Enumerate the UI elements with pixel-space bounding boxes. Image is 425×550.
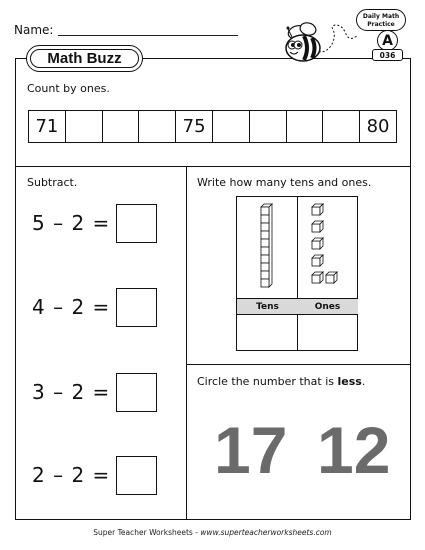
footer <box>0 528 425 537</box>
problem-text: 2 – 2 = <box>32 463 111 487</box>
count-cell[interactable] <box>103 111 140 142</box>
less-instruction-suffix: . <box>361 375 366 388</box>
divider-horizontal-right <box>186 364 411 365</box>
badge-level: A <box>377 30 398 51</box>
badge-line-2: Practice <box>367 21 395 28</box>
count-cell[interactable] <box>287 111 324 142</box>
problem-text: 5 – 2 = <box>32 211 111 235</box>
problem-text: 3 – 2 = <box>32 380 111 404</box>
answer-box[interactable] <box>116 456 157 495</box>
subtract-problem <box>32 372 157 412</box>
tens-ones-table <box>236 196 358 351</box>
less-instruction-bold: less <box>337 375 362 388</box>
answer-box[interactable] <box>116 288 157 327</box>
answer-box[interactable] <box>116 204 157 243</box>
tens-ones-instruction: Write how many tens and ones. <box>197 176 372 189</box>
badge-line-1: Daily Math <box>362 13 400 20</box>
count-row <box>28 110 397 143</box>
count-cell[interactable] <box>66 111 103 142</box>
problem-text: 4 – 2 = <box>32 295 111 319</box>
tens-rod-icon <box>261 204 272 287</box>
ones-label: Ones <box>297 298 358 315</box>
badge-number: 036 <box>372 49 403 61</box>
ones-answer-cell[interactable] <box>298 315 358 350</box>
title-pill <box>26 45 143 72</box>
divider-horizontal <box>15 166 411 167</box>
tens-answer-cell[interactable] <box>237 315 297 350</box>
subtract-instruction: Subtract. <box>27 176 78 189</box>
footer-url[interactable]: www.superteacherworksheets.com <box>200 528 332 537</box>
count-cell[interactable] <box>250 111 287 142</box>
subtract-problem <box>32 455 157 495</box>
answer-box[interactable] <box>116 373 157 412</box>
tens-label: Tens <box>237 298 298 315</box>
count-cell[interactable] <box>323 111 360 142</box>
compare-number[interactable]: 12 <box>317 413 391 487</box>
name-input-line[interactable] <box>58 35 238 36</box>
base-ten-blocks <box>237 197 359 298</box>
divider-vertical <box>186 166 187 520</box>
count-cell[interactable]: 75 <box>176 111 213 142</box>
less-instruction-prefix: Circle the number that is <box>197 375 338 388</box>
count-cell[interactable]: 71 <box>29 111 66 142</box>
page-title: Math Buzz <box>30 49 139 68</box>
count-instruction: Count by ones. <box>27 82 110 95</box>
count-cell[interactable] <box>213 111 250 142</box>
ones-cubes-icon <box>312 204 337 283</box>
name-label: Name: <box>14 23 54 37</box>
count-cell[interactable] <box>139 111 176 142</box>
bee-icon <box>283 18 361 70</box>
subtract-problem <box>32 203 157 243</box>
subtract-problem <box>32 287 157 327</box>
daily-practice-badge <box>356 9 406 31</box>
less-instruction <box>197 375 365 388</box>
compare-number[interactable]: 17 <box>214 413 288 487</box>
count-cell[interactable]: 80 <box>366 116 390 137</box>
footer-text: Super Teacher Worksheets - <box>93 528 201 537</box>
